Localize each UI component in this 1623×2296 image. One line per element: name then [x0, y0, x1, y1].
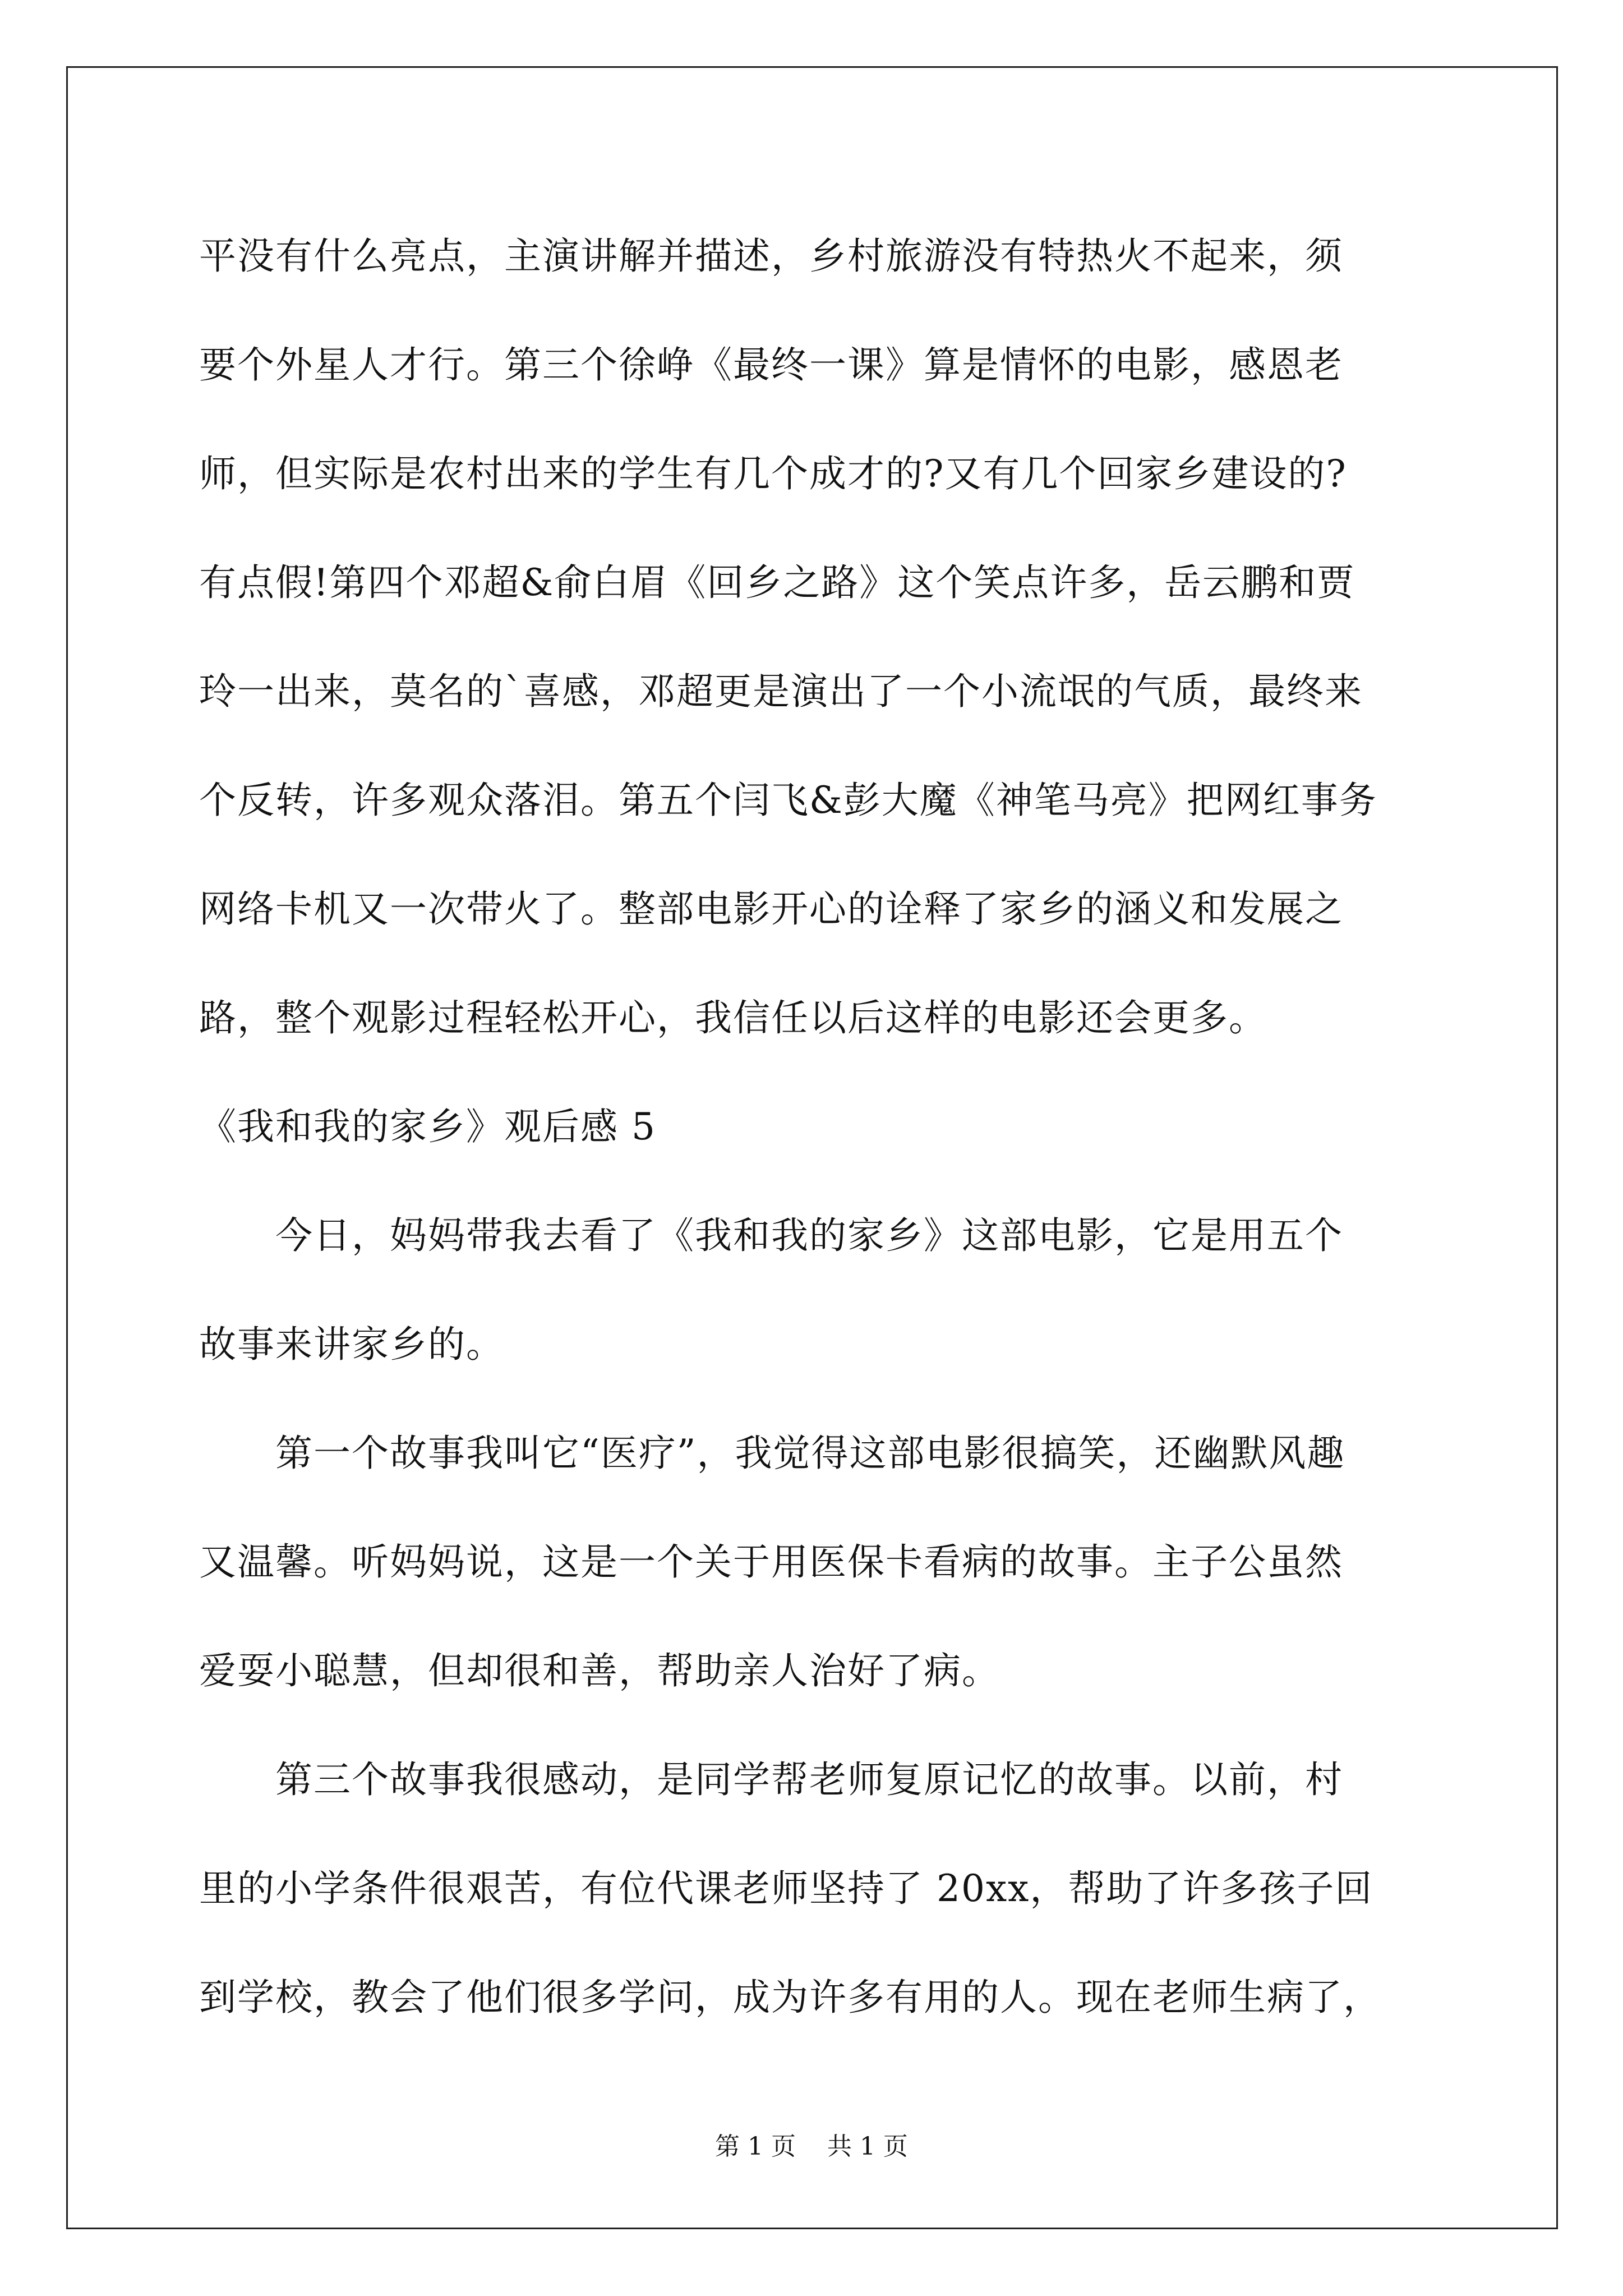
text-line: 又温馨。听妈妈说，这是一个关于用医保卡看病的故事。主子公虽然: [199, 1540, 1343, 1584]
text-line: 网络卡机又一次带火了。整部电影开心的诠释了家乡的涵义和发展之: [199, 887, 1343, 931]
paragraph-first-line: 今日，妈妈带我去看了《我和我的家乡》这部电影，它是用五个: [275, 1214, 1343, 1257]
text-line: 玲一出来，莫名的`喜感，邓超更是演出了一个小流氓的气质，最终来: [199, 670, 1363, 713]
text-line: 爱耍小聪慧，但却很和善，帮助亲人治好了病。: [199, 1649, 1000, 1692]
page-number-footer: 第 1 页 共 1 页: [715, 2132, 908, 2161]
text-line: 路，整个观影过程轻松开心，我信任以后这样的电影还会更多。: [199, 996, 1267, 1039]
document-body: [199, 202, 1427, 2052]
text-line: 平没有什么亮点，主演讲解并描述，乡村旅游没有特热火不起来，须: [199, 234, 1343, 278]
text-line: 要个外星人才行。第三个徐峥《最终一课》算是情怀的电影，感恩老: [199, 343, 1343, 386]
text-line: 到学校，教会了他们很多学问，成为许多有用的人。现在老师生病了，: [199, 1976, 1381, 2019]
text-line: 故事来讲家乡的。: [199, 1323, 504, 1366]
text-line: 个反转，许多观众落泪。第五个闫飞&彭大魔《神笔马亮》把网红事务: [199, 779, 1377, 822]
text-line: 里的小学条件很艰苦，有位代课老师坚持了 20xx，帮助了许多孩子回: [199, 1867, 1373, 1910]
text-line: 有点假!第四个邓超&俞白眉《回乡之路》这个笑点许多，岳云鹏和贾: [199, 561, 1355, 604]
paragraph-first-line: 第三个故事我很感动，是同学帮老师复原记忆的故事。以前，村: [275, 1758, 1343, 1801]
paragraph-first-line: 第一个故事我叫它“医疗”，我觉得这部电影很搞笑，还幽默风趣: [275, 1432, 1345, 1475]
section-heading: 《我和我的家乡》观后感 5: [199, 1105, 656, 1148]
text-line: 师，但实际是农村出来的学生有几个成才的?又有几个回家乡建设的?: [199, 452, 1347, 495]
